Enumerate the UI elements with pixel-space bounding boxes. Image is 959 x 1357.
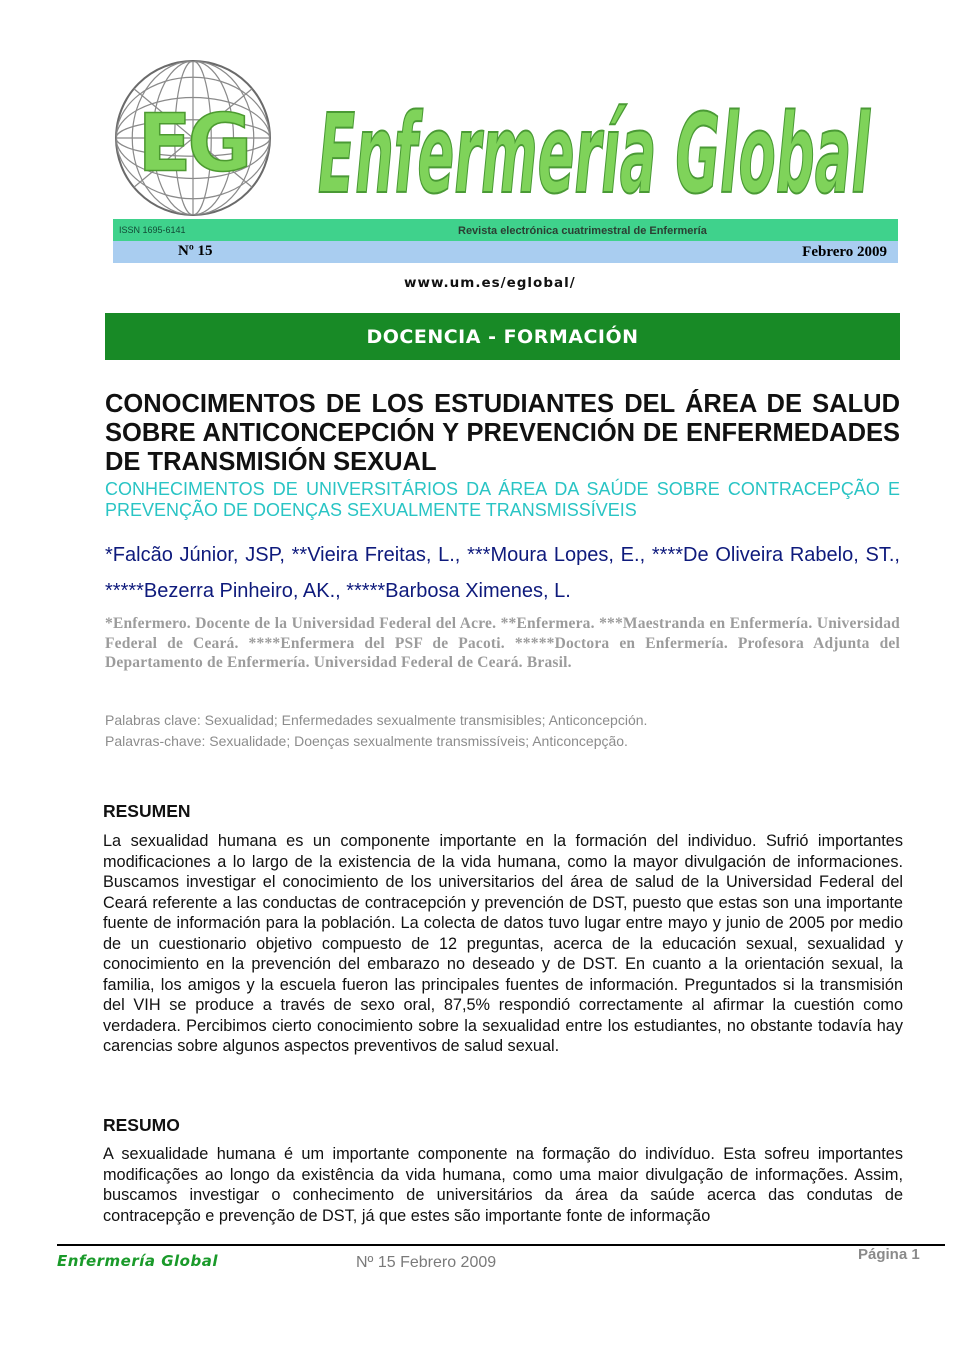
author-list: *Falcão Júnior, JSP, **Vieira Freitas, L., ***Moura Lopes, E., ****De Oliveira Rabelo, ST., *****Bezerra Pinheiro, AK., *****Barbosa Ximenes, L. [105, 544, 900, 602]
footer-journal-brand: Enfermería Global [57, 1252, 218, 1270]
section-banner [105, 313, 900, 360]
issn: ISSN 1695-6141 [119, 225, 186, 235]
abstract-es-heading: RESUMEN [103, 801, 191, 821]
journal-tagline: Revista electrónica cuatrimestral de Enfermería [458, 225, 707, 237]
footer-issue: Nº 15 Febrero 2009 [356, 1254, 497, 1271]
abstract-pt-text: A sexualidade humana é um importante componente na formação do indivíduo. Esta sofreu importantes modificações ao longo da existência da vida humana, como uma maior divulgação de informações. Assim, buscamos investigar o conhecimento de universitários da área da saúde acerca das condutas de contracepção e prevenção de DST, já que estes são importante fonte de informação [103, 1145, 903, 1225]
issue-number: Nº 15 [178, 243, 213, 259]
footer-divider [57, 1244, 945, 1246]
keywords-es: Palabras clave: Sexualidad; Enfermedades sexualmente transmisibles; Anticoncepción. [105, 712, 648, 728]
abstract-pt-heading: RESUMO [103, 1115, 180, 1135]
article-title-pt: CONHECIMENTOS DE UNIVERSITÁRIOS DA ÁREA DA SAÚDE SOBRE CONTRACEPÇÃO E PREVENÇÃO DE DOENÇAS SEXUALMENTE TRANSMISSÍVEIS [105, 479, 900, 520]
article-title-es: CONOCIMENTOS DE LOS ESTUDIANTES DEL ÁREA DE SALUD SOBRE ANTICONCEPCIÓN Y PREVENCIÓN DE ENFERMEDADES DE TRANSMISIÓN SEXUAL [105, 390, 900, 476]
section-label: DOCENCIA - FORMACIÓN [366, 325, 639, 348]
globe-logo-icon [112, 57, 274, 219]
page-number: Página 1 [858, 1246, 920, 1263]
issue-date: Febrero 2009 [802, 244, 887, 260]
keywords-pt: Palavras-chave: Sexualidade; Doenças sexualmente transmissíveis; Anticoncepção. [105, 733, 628, 749]
journal-wordmark [318, 60, 878, 210]
journal-name-logo: Enfermería Global [318, 90, 871, 210]
keywords-block [105, 710, 900, 752]
author-affiliations: *Enfermero. Docente de la Universidad Federal del Acre. **Enfermera. ***Maestranda en Enfermería. Universidad Federal de Ceará. ****Enfermera del PSF de Pacoti. *****Doctora en Enfermería. Profesora Adjunta del Departamento de Enfermería. Universidad Federal de Ceará. Brasil. [105, 615, 900, 671]
masthead-band-blue [113, 241, 898, 263]
journal-url-link[interactable]: www.um.es/eglobal/ [404, 275, 576, 291]
logo-initials: EG [137, 97, 249, 190]
abstract-es-text: La sexualidad humana es un componente importante en la formación del individuo. Sufrió importantes modificaciones a lo largo de la existencia de la vida humana, como la mayor divulgación de informaciones. Buscamos investigar el conocimiento de los universitarios del área de salud de la Universidad Federal del Ceará referente a las conductas de contracepción y prevención de DST, puesto que estas son una importante fuente de información para la población. La colecta de datos tuvo lugar entre mayo y junio de 2005 por medio de un cuestionario objetivo compuesto de 12 preguntas, acerca de la educación sexual, sexualidad y conocimiento en la prevención del embarazo no deseado y de DST. En cuanto a la orientación sexual, la familia, los amigos y la escuela fueron las principales fuentes de información. Preguntados si la transmisión del VIH se produce a través de sexo oral, 87,5% respondió correctamente al afirmar la cuestión como verdadera. Percibimos cierto conocimiento sobre la sexualidad entre los estudiantes, no obstante todavía hay carencias sobre algunos aspectos preventivos de salud sexual. [103, 832, 903, 1055]
